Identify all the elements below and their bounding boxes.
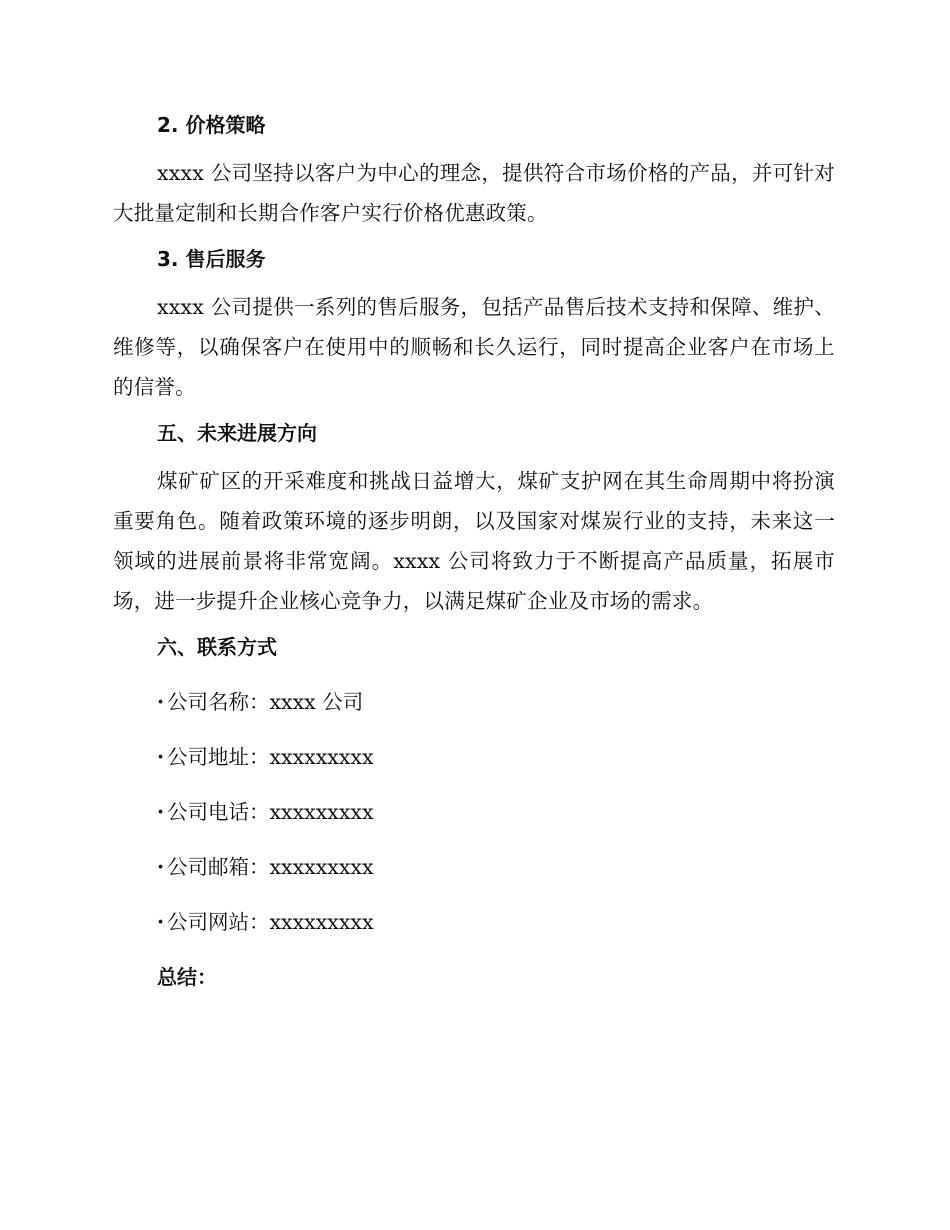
contact-item-company-address — [157, 742, 835, 772]
paragraph-after-sales-service: xxxx 公司提供一系列的售后服务，包括产品售后技术支持和保障、维护、维修等，以确保客户在使用中的顺畅和长久运行，同时提高企业客户在市场上的信誉。 — [113, 295, 835, 399]
bullet: · — [157, 855, 165, 879]
contact-item-company-website — [157, 907, 835, 937]
heading-summary: 总结： — [157, 965, 217, 989]
bullet: · — [157, 800, 165, 824]
heading-contact-info: 六、联系方式 — [157, 635, 277, 659]
contact-value: xxxxxxxxx — [269, 800, 374, 824]
bullet: · — [157, 745, 165, 769]
document-body — [113, 110, 835, 992]
contact-label: 公司邮箱： — [167, 855, 270, 879]
paragraph-future-direction: 煤矿矿区的开采难度和挑战日益增大，煤矿支护网在其生命周期中将扮演重要角色。随着政策环境的逐步明朗，以及国家对煤炭行业的支持，未来这一领域的进展前景将非常宽阔。xxxx 公司将致力于不断提高产品质量，拓展市场，进一步提升企业核心竞争力，以满足煤矿企业及市场的需求。 — [113, 469, 835, 613]
paragraph-pricing-strategy: xxxx 公司坚持以客户为中心的理念，提供符合市场价格的产品，并可针对大批量定制和长期合作客户实行价格优惠政策。 — [113, 161, 835, 225]
contact-item-company-phone — [157, 797, 835, 827]
bullet: · — [157, 690, 165, 714]
contact-value: xxxxxxxxx — [269, 855, 374, 879]
heading-after-sales-service: 3. 售后服务 — [157, 247, 266, 271]
contact-label: 公司电话： — [167, 800, 270, 824]
contact-label: 公司地址： — [167, 745, 270, 769]
contact-value: xxxxxxxxx — [269, 745, 374, 769]
heading-pricing-strategy: 2. 价格策略 — [157, 113, 266, 137]
contact-label: 公司网站： — [167, 910, 270, 934]
bullet: · — [157, 910, 165, 934]
contact-item-company-email — [157, 852, 835, 882]
contact-value: xxxxxxxxx — [269, 910, 374, 934]
contact-label: 公司名称： — [167, 690, 270, 714]
contact-item-company-name — [157, 687, 835, 717]
contact-value: xxxx 公司 — [269, 690, 364, 714]
heading-future-direction: 五、未来进展方向 — [157, 421, 317, 445]
